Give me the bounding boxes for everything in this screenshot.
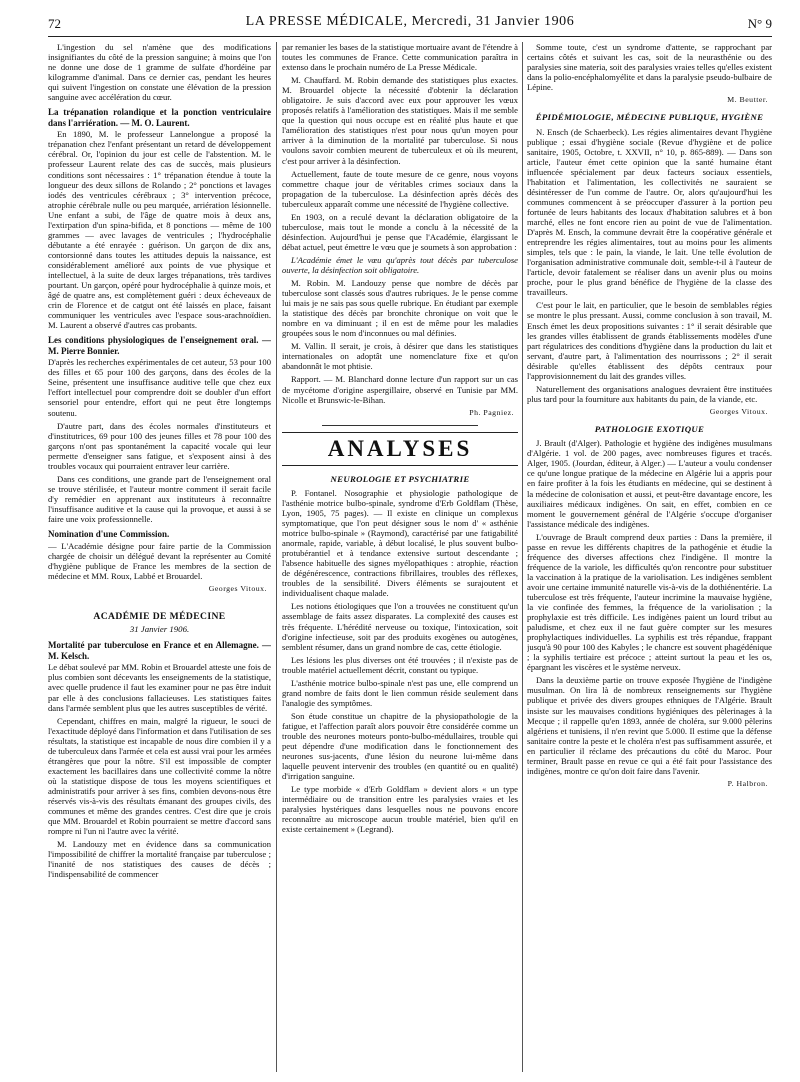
- analyses-title: ANALYSES: [282, 432, 518, 466]
- section-title: ACADÉMIE DE MÉDECINE: [93, 610, 226, 622]
- paragraph: par remanier les bases de la statistique mortuaire avant de l'étendre à toutes les communes de France. Cette communication paraîtra in extenso dans le prochain numéro de La Presse Médicale.: [282, 42, 518, 73]
- paragraph: L'ingestion du sel n'amène que des modifications insignifiantes du côté de la pression sanguine; à moins que l'on ne donne une dose de 1 gramme de sulfate d'hordéine par kilogramme d'animal. Dans ce dernier cas, pendant les heures qui suivent l'ingestion on constate une élévation de la pression sanguine avec accélération du cœur.: [48, 42, 271, 103]
- rubric-title: PATHOLOGIE EXOTIQUE: [594, 424, 705, 434]
- signature: M. Beutter.: [727, 95, 768, 105]
- paragraph: Actuellement, faute de toute mesure de ce genre, nous voyons commettre chaque jour de véritables crimes sociaux dans la propagation de la tuberculose. La désinfection après décès des tuberculeux apparaît comme une nécessité de l'hygiène collective.: [282, 168, 518, 209]
- paragraph: P. Fontanel. Nosographie et physiologie pathologique de l'asthénie motrice bulbo-spinale, syndrome d'Erb Goldflam (Thèse, Lyon, 1905, 75 pages). — Il existe en clinique un complexus symptomatique, que l'on peut désigner sous le nom d' « asthénie motrice bulbo-spinale » (Raymond), caractérisé par une fatigabilité anormale, rapide, variable, à début localisé, le plus souvent bulbo-protubérantiel et à tendance extensive surtout descendante ; l'absence habituelle des signes myélopathiques : atrophie, réaction de dégénérescence, contractions fibrillaires, troubles des réflexes, troubles de la sensibilité. Divers éléments se surajoutent et individualisent chaque malade.: [282, 487, 518, 599]
- signature: P. Halbron.: [727, 778, 768, 788]
- running-title: LA PRESSE MÉDICALE, Mercredi, 31 Janvier 1906: [245, 14, 575, 29]
- paragraph: Les lésions les plus diverses ont été trouvées ; il n'existe pas de trouble matériel actuellement décrit, constant ou typique.: [282, 654, 518, 675]
- signature: Georges Vitoux.: [208, 583, 267, 593]
- section-divider: [322, 425, 478, 426]
- paragraph: M. Robin. M. Landouzy pense que nombre de décès par tuberculose sont classés sous d'autres rubriques. Je le pense comme lui mais je ne sais pas sous quelle rubrique. En étudiant par exemple la statistique des décès par bronchite chronique on voit que le nombre en va diminuant ; il en est de même pour les maladies groupées sous le nom d'inconnues ou mal définies.: [282, 278, 518, 339]
- paragraph: D'après les recherches expérimentales de cet auteur, 53 pour 100 des filles et 65 pour 100 des garçons, dans des écoles de la Seine, présentent une insuffisance auditive telle que chez eux l'effort intellectuel pour comprendre doit se doubler d'un effort sensoriel pour entendre, effort qui ne peut être longtemps soutenu.: [48, 357, 271, 418]
- article-heading: Les conditions physiologiques de l'enseignement oral. — M. Pierre Bonnier.: [48, 335, 271, 356]
- paragraph: M. Landouzy met en évidence dans sa communication l'impossibilité de chiffrer la mortalité française par tuberculose ; l'inanité de nos statistiques des causes de décès ; l'indispensabilité de commencer: [48, 839, 271, 880]
- paragraph: Son étude constitue un chapitre de la physiopathologie de la fatigue, et l'affection paraît alors pouvoir être considérée comme un trouble des neurones moteurs ponto-bulbo-médullaires, trouble qui peut dépendre d'une modification dans le fonctionnement des neurones sus-jacents, d'une lésion du neurone lui-même dans laquelle peuvent intervenir des troubles (en quantité ou en qualité) d'irrigation sanguine.: [282, 710, 518, 782]
- signature: Georges Vitoux.: [709, 406, 768, 416]
- paragraph: Somme toute, c'est un syndrome d'attente, se rapprochant par certains côtés et suivant les cas, soit de la neurasthénie ou des paralysies sine materia, soit des paralysies vraies telles qu'elles existent dans la polio-encéphalomyélite et dans la paralysie pseudo-bulbaire de Lépine.: [527, 42, 772, 93]
- column-left: [48, 42, 271, 1074]
- column-right: [527, 42, 772, 1074]
- paragraph: D'autre part, dans des écoles normales d'instituteurs et d'institutrices, 69 pour 100 des jeunes filles et 78 pour 100 des garçons n'ont pas spontanément la capacité vocale qui leur permette d'enseigner sans fatigue, et s'exposent ainsi à des troubles vocaux qui pourraient entraver leur carrière.: [48, 420, 271, 471]
- paragraph: Rapport. — M. Blanchard donne lecture d'un rapport sur un cas de mycétome d'origine aspergillaire, observé en Tunisie par MM. Nicolle et Brunswic-le-Bihan.: [282, 374, 518, 405]
- paragraph: N. Ensch (de Schaerbeck). Les régies alimentaires devant l'hygiène publique ; essai d'hygiène sociale (Revue d'hygiène et de police sanitaire, 1905, Octobre, t. XXVII, n° 10, p. 865-889). — Dans son article, l'auteur émet cette opinion que la santé humaine étant influencée spécialement par deux facteurs sociaux essentiels, l'habitation et l'alimentation, les collectivités ne sauraient se désintéresser de l'un comme de l'autre. Or, alors qu'aujourd'hui les communes commencent à se préoccuper d'assurer à la portion peu fortunée de leurs habitants des locaux d'habitation salubres et à bon marché, elles ne font encore rien au point de vue de l'alimentation. D'après M. Ensch, la commune devrait être la coopérative générale et entreprendre les régies alimentaires, tout au moins pour les aliments simples, tels que : le pain, la viande, le lait. Une telle évolution de l'organisation administrative communale doit, semble-t-il à l'auteur de l'article, devoir fatalement se réaliser dans un avenir plus ou moins proche, pour le plus grand bénéfice de l'hygiène de la classe des travailleurs.: [527, 126, 772, 298]
- page-number: 72: [48, 16, 61, 31]
- paragraph: En 1890, M. le professeur Lannelongue a proposé la trépanation chez l'enfant présentant un retard de développement cérébral. Or, l'opinion du jour est celle de l'abstention. M. le professeur Laurent relate des cas de succès, mais plusieurs conditions sont nécessaires : 1° trépanation étendue à toute la longueur des deux sillons de Rolando ; 2° ponctions et lavages iodés des ventricules cérébraux ; 3° intervention précoce, atrophie cérébrale nulle ou peu marquée, arriération lésionnelle. Une enfant a subi, de l'âge de quatre mois à deux ans, l'extirpation d'un spina-bifida, et 8 ponctions — même de 100 grammes — avec lavages de ventricules ; l'hydrocéphalie débutante a été enrayée : guérison. Un garçon de dix ans, contorsionné dans toutes les attitudes depuis la naissance, est considérablement amélioré aux points de vue physique et intellectuel, à la suite de deux larges trépanations, très tardives pourtant. Un garçon, opéré pour hydrocéphalie à quinze mois, et âgé de quatre ans, est complètement guéri : deux écheveaux de crin de Florence et de catgut ont été laissés en place, faisant communiquer les ventricules avec l'espace sous-arachnoïdien. M. Laurent a observé d'autres cas probants.: [48, 129, 271, 331]
- paragraph: Cependant, chiffres en main, malgré la rigueur, le souci de l'exactitude déployé dans l'information et dans l'utilisation de ses résultats, la statistique est incapable de nous dire combien il y a de tuberculeux dans l'armée et cela est aussi vrai pour les armées étrangères que pour la nôtre. S'il est impossible de compter exactement les bacillaires dans une collectivité comme la nôtre où la statistique dispose de tous les moyens scientifiques et administratifs pour arriver à ses fins, combien devons-nous être réservés vis-à-vis des résultats émanant des groupes civils, des communes et même des grandes centres. C'est dire que je crois que MM. Brouardel et Robin pourraient se mettre d'accord sans rompre ni l'un ni l'autre avec la vérité.: [48, 715, 271, 837]
- paragraph: C'est pour le lait, en particulier, que le besoin de semblables régies se montre le plus pressant. Aussi, comme conclusion à son travail, M. Ensch émet les deux propositions suivantes : 1° il serait désirable que les grandes villes établissent de grands établissements modèles d'une part régulatrices des conditions d'hygiène dans la production du lait et servant, d'autre part, à l'alimentation des nourrissons ; 2° il serait désirable qu'elles établissent des dépôts centraux pour l'approvisionnement du lait des grandes villes.: [527, 300, 772, 381]
- rubric-title: ÉPIDÉMIOLOGIE, MÉDECINE PUBLIQUE, HYGIÈNE: [535, 112, 764, 123]
- section-date: 31 Janvier 1906.: [129, 624, 190, 635]
- paragraph: Le type morbide « d'Erb Goldflam » devient alors « un type intermédiaire ou de transition entre les paralysies vraies et les paralysies hystériques dans lesquelles nous ne pouvons encore reconnaître au microscope aucun trouble matériel, bien qu'il en existe certainement » (Legrand).: [282, 784, 518, 835]
- paragraph: Les notions étiologiques que l'on a trouvées ne constituent qu'un assemblage de faits assez disparates. La complexité des causes est très fréquente. L'hérédité nerveuse ou toxique, l'intoxication, soit d'origine infectieuse, soit par des produits exogènes ou autogènes, semblent résumer, dans un grand nombre de cas, cette étiologie.: [282, 601, 518, 652]
- signature: Ph. Pagniez.: [469, 407, 514, 417]
- article-heading: Mortalité par tuberculose en France et en Allemagne. — M. Kelsch.: [48, 640, 271, 661]
- paragraph: — L'Académie désigne pour faire partie de la Commission chargée de choisir un délégué devant la représenter au Comité d'hygiène publique de France les membres de la section de médecine et MM. Roux, Labbé et Brouardel.: [48, 540, 271, 581]
- issue-number: N° 9: [747, 16, 772, 31]
- paragraph: M. Vallin. Il serait, je crois, à désirer que dans les statistiques internationales on adoptât une nomenclature fixe et qu'on abandonnât le mot phtisie.: [282, 341, 518, 372]
- page-header: [48, 14, 772, 36]
- paragraph: Naturellement des organisations analogues devraient être instituées plus tard pour la fourniture aux habitants du pain, de la viande, etc.: [527, 383, 772, 404]
- paragraph: L'Académie émet le vœu qu'après tout décès par tuberculose ouverte, la désinfection soit obligatoire.: [282, 254, 518, 275]
- paragraph: Le débat soulevé par MM. Robin et Brouardel atteste une fois de plus combien sont décevants les enseignements de la statistique, avec quelle prudence il faut les examiner pour ne pas être induit par elle à des conclusions fallacieuses. Les statistiques faites dans l'armée semblent plus que les autres susceptibles de vérité.: [48, 662, 271, 713]
- column-divider: [276, 42, 277, 1072]
- column-divider: [522, 42, 523, 1072]
- header-rule: [48, 36, 772, 37]
- paragraph: M. Chauffard. M. Robin demande des statistiques plus exactes. M. Brouardel objecte la nécessité d'obtenir la déclaration obligatoire. Je suis d'accord avec eux pour approuver les vœux proposés relatifs à l'amélioration des statistiques. Mais il me semble que la question qui nous occupe est en réalité plus haute et que l'amélioration des statistiques n'est pour nous qu'un moyen pour arriver à la diminution de la mortalité par tuberculose. Si nous voulons savoir combien meurent de tuberculeux et où ils meurent, c'est pour arriver à la désinfection.: [282, 75, 518, 166]
- article-heading: Nomination d'une Commission.: [48, 529, 170, 540]
- paragraph: L'asthénie motrice bulbo-spinale n'est pas une, elle comprend un grand nombre de faits dont le lien commun réside seulement dans l'analogie des symptômes.: [282, 677, 518, 708]
- paragraph: En 1903, on a reculé devant la déclaration obligatoire de la tuberculose, mais tout le monde a conclu à la nécessité de la désinfection. Aujourd'hui je pense que l'Académie, élargissant le débat actuel, peut émettre le vœu que je soumets à son approbation :: [282, 211, 518, 252]
- paragraph: J. Brault (d'Alger). Pathologie et hygiène des indigènes musulmans d'Algérie. 1 vol. de 200 pages, avec nombreuses figures et tracés. Alger, 1905. (Jourdan, éditeur, à Alger.) — L'auteur a voulu condenser ce qu'une longue pratique de la médecine en Algérie lui a appris pour en faire profiter à la fois les étudiants en médecine, qui se destinent à la médecine de colonisation et aussi, et peut-être davantage encore, les auxiliaires médicaux indigènes. On sait, en effet, combien en ce moment le gouvernement général de l'Algérie s'occupe d'organiser l'assistance médicale des indigènes.: [527, 438, 772, 529]
- paragraph: L'ouvrage de Brault comprend deux parties : Dans la première, il passe en revue les différents chapitres de la pathogénie et étudie la fréquence des diverses affections chez l'indigène. Il montre la fréquence de la variole, les difficultés qu'on rencontre pour substituer la vaccination à la pratique de la variolisation. Les indigènes semblent avoir une certaine immunité naturelle vis-à-vis de la dothiénentérie. La tuberculose est très fréquente, l'auteur incrimine la mauvaise hygiène, la vie confinée des femmes, la fréquence de la variolisation ; la prophylaxie est très difficile. Les indigènes paient un lourd tribut au paludisme, et chez eux il ne faut guère compter sur les mesures prophylactiques individuelles. La syphilis est très répandue, frappant jusqu'à 90 pour 100 des Kabyles ; le chancre est souvent phagédénique ; la syphilis tertiaire est précoce ; atteint surtout la peau et les os, épargnant les viscères et le système nerveux.: [527, 531, 772, 673]
- column-middle: [282, 42, 518, 1074]
- paragraph: Dans la deuxième partie on trouve exposée l'hygiène de l'indigène musulman. On lira là de nombreux renseignements sur l'hygiène publique et privée des divers groupes ethniques de l'Algérie. Brault insiste sur les mauvaises conditions hygiéniques des pèlerinages à la Mecque ; il rappelle qu'en 1893, année de choléra, sur 9.000 pèlerins algériens et tunisiens, il n'en revint que 5.000. Il estime que la défense sanitaire contre la peste et le choléra n'est pas suffisamment assurée, et en particulier il réclame des précautions du côté du Maroc. Pour terminer, Brault passe en revue ce qui a été fait pour l'assistance des indigènes, montre ce qu'on doit faire dans l'avenir.: [527, 675, 772, 776]
- rubric-title: NEUROLOGIE ET PSYCHIATRIE: [330, 473, 470, 484]
- article-heading: La trépanation rolandique et la ponction ventriculaire dans l'arriération. — M. O. Laurent.: [48, 107, 271, 128]
- paragraph: Dans ces conditions, une grande part de l'enseignement oral se trouve stérilisée, et l'auteur montre comment il serait facile d'y remédier en apprenant aux instituteurs à reconnaître l'insuffisance auditive et la cause qui la provoque, et aussi à se faire une voix professionnelle.: [48, 473, 271, 524]
